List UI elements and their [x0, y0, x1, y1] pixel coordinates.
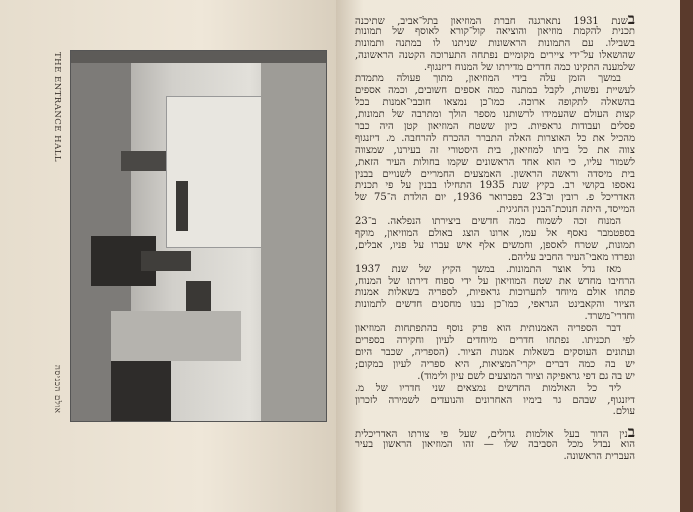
text-line	[355, 204, 635, 216]
line-text: המייסד, היתה חנוכת־הבנין החגיגית.	[496, 204, 635, 216]
text-line	[355, 85, 635, 97]
line-text: עולם.	[612, 406, 635, 418]
line-text: מהכיל את כל האוצרות האלה התברר ההכרח להרחבה. מ. דיזנגוף	[355, 132, 635, 144]
text-line	[355, 228, 635, 240]
text-line	[355, 439, 635, 451]
line-text: ועתונים העוסקים בשאלות אמנות הציור. (הספריה, שכבר היום	[355, 346, 635, 358]
text-line	[355, 10, 636, 28]
text-line	[355, 38, 635, 50]
line-text: דבר הספריה האמנותית הוא פרק נוסף בהתפתחות המוזיאון	[355, 323, 621, 335]
text-line	[355, 145, 635, 157]
text-line	[355, 299, 635, 311]
text-line	[355, 252, 635, 264]
line-text: נין הדור בעל אולמות גדולים, שעל פי צורתו האדריכלית	[355, 429, 628, 440]
caption-hebrew: אולם הכניסה	[52, 365, 62, 414]
text-line	[355, 406, 635, 418]
text-line	[355, 109, 635, 121]
text-section-1	[355, 10, 636, 418]
line-text: הציור והקאבינט הגראפי, כמו־כן נבנו מחסנים חדשים לתמונות	[355, 299, 635, 311]
line-text: הרחיבו מחדש את שטח המוזיאון על ידי ספוח דירתו של המנוח,	[355, 275, 635, 287]
text-line	[355, 264, 635, 276]
line-text: שלמענה התקינו כמה חדרים מדירתו של המנוח דיזנגוף.	[423, 61, 635, 73]
drop-initial: ב	[627, 10, 636, 28]
text-line	[355, 276, 635, 288]
line-text: יש בה כמה דברים יקרי־המציאות, היא ספריה לעיון במקום;	[355, 358, 635, 370]
text-line	[355, 180, 635, 192]
line-text: קצות העולם שהעמידו לרשותנו מספר הולך ומתרבה של תמונות,	[355, 109, 635, 121]
line-text: בשבילו. עם התמונות הראשונות שניתנו לו במתנה ותמונות	[355, 37, 635, 49]
line-text: מאז גדל אוצר התמונות. במשך הקיץ של שנת 1937	[355, 263, 621, 275]
line-text: שהושאלו על־ידי ציירים מקומיים נפתחה התערוכה הקטנה הראשונה,	[355, 49, 635, 61]
drop-initial: ב	[627, 423, 635, 441]
text-line	[355, 371, 635, 383]
line-text: הוא נבדל מכל הסביבה שלו — זהו המוזיאון הראשון בעיר	[355, 438, 635, 450]
text-line	[355, 359, 635, 371]
line-text: במשך הזמן עלה בידי המוזיאון, מתוך פעולה מתמדת	[355, 73, 621, 85]
line-text: פסלים ועבודות גראפיות. כיון ששטח המוזיאון קטן היה כבר	[355, 121, 635, 133]
text-line	[355, 335, 635, 347]
line-text: לעשיית נפשות, לקבל במתנה כמה אספים חשובים, וכמה אספים	[355, 85, 635, 97]
line-text: נאספו בקושי רב. בקיץ שנת 1935 התחילו בבנין על פי תכנית	[355, 180, 635, 192]
line-text: וחדרי־משרד.	[584, 311, 635, 323]
text-line	[355, 62, 635, 74]
text-line	[355, 311, 635, 323]
line-text: ונפרדו מאבי־העיר החביב עליהם.	[507, 251, 635, 263]
text-line	[355, 121, 635, 133]
text-line	[355, 395, 635, 407]
line-text: העברית הראשונה.	[563, 450, 635, 462]
left-page	[0, 0, 336, 512]
text-line	[355, 50, 635, 62]
text-line	[355, 347, 635, 359]
line-text: פתחו אולם מיוחד לתערוכות גראפיות, לספריה בשאלות אמנות	[355, 287, 635, 299]
line-text: דיזנגוף, שבהם גר בימיו האחרונים והנועדים לשמירה לזכרון	[355, 394, 635, 406]
text-line	[355, 216, 635, 228]
line-text: המנוח זכה לשמוח כמה חדשים ביצירתו הנפלאה. ב־23	[355, 216, 621, 228]
line-text: לשמור עליו, כי הוא אחד הראשונים שקמו בחולות העיר הזאת,	[355, 156, 635, 168]
line-text: צווה את כל ביתו למוזיאון, בית היסטורי זה בעירנו, שמצווה	[355, 144, 635, 156]
text-line	[355, 157, 635, 169]
text-line	[355, 97, 635, 109]
text-line	[355, 423, 635, 441]
text-line	[355, 73, 635, 85]
entrance-hall-photo	[70, 50, 327, 422]
text-line	[355, 323, 635, 335]
line-text: בספטמבר נאסף אל עמו, ארונו הוצג באולם המוזיאון, מוקף	[355, 228, 635, 240]
text-line	[355, 287, 635, 299]
line-text: לפי תכניתו. נפתחו חדרים מיוחדים לעיון וחקירה בספרים	[355, 335, 635, 347]
text-line	[355, 169, 635, 181]
line-text: תמונות, שטרח לאספן, וחמשים אלף איש עברו על פניו, אבלים,	[355, 239, 635, 251]
line-text: יש בה גם דפי גראפיקה וציור המוצעים לשם עיון ולימוד).	[417, 370, 635, 382]
line-text: ליד כל האולמות החדשים נמצאים שני חדריו של מ.	[355, 382, 621, 394]
line-text: בהשאלה לתקופה ארוכה. כמו־כן נמצאו חובבי־אמנות בכל	[355, 97, 635, 109]
text-line	[355, 451, 635, 463]
text-line	[355, 26, 635, 38]
text-line	[355, 240, 635, 252]
line-text: תכנית להקמת מוזיאון והוציאה קול־קורא לאוסף של תמונות	[355, 25, 635, 37]
line-text: שנת 1931 נתארגנה חברת המוזיאון בתל־אביב, שתיכנה	[355, 16, 628, 27]
line-text: האדריכל פ. רובין וב־23 בפברואר 1936, יום הולדת ה־75 של	[355, 192, 635, 204]
text-line	[355, 133, 635, 145]
line-text: בית מיסדה וראשה הראשון. האמצעים החמריים לשנויים בבנין	[355, 168, 635, 180]
text-line	[355, 192, 635, 204]
book-edge	[680, 0, 693, 512]
text-section-2	[355, 423, 635, 463]
caption-english: THE ENTRANCE HALL	[52, 52, 62, 163]
text-line	[355, 383, 635, 395]
